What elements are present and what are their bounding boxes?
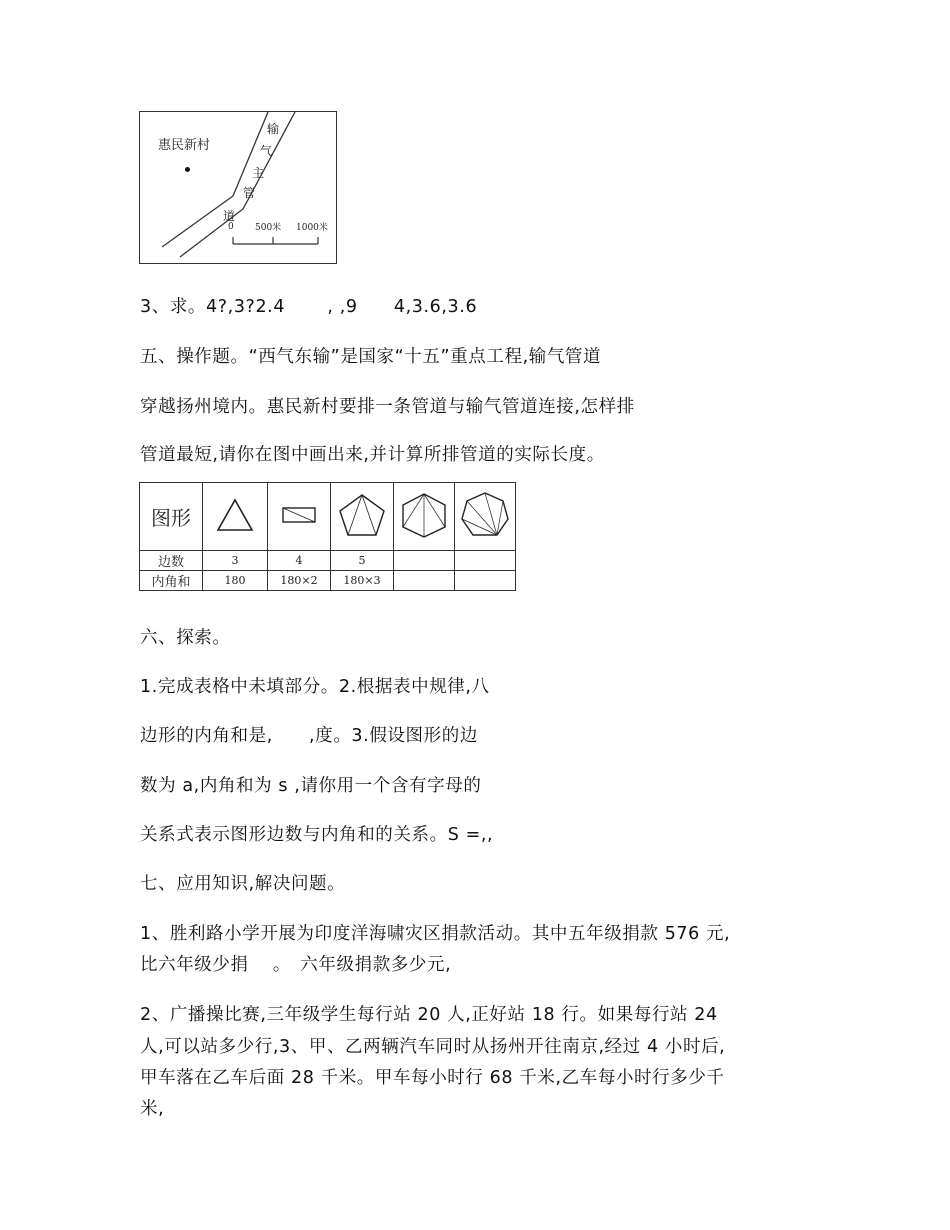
angle-sum-cell: 180 — [203, 571, 268, 591]
text-line: 1.完成表格中未填部分。2.根据表中规律,八 — [140, 677, 490, 697]
angle-sum-cell: 180×2 — [268, 571, 331, 591]
sides-cell: 5 — [331, 551, 394, 571]
triangle-cell — [203, 483, 268, 551]
sides-cell — [455, 551, 516, 571]
pentagon-cell — [331, 483, 394, 551]
text-line: 管道最短,请你在图中画出来,并计算所排管道的实际长度。 — [140, 445, 605, 465]
rectangle-cell — [268, 483, 331, 551]
row-header-angle-sum: 内角和 — [140, 571, 203, 591]
pipeline-map — [139, 111, 337, 264]
sides-cell: 4 — [268, 551, 331, 571]
text-line: 五、操作题。“西气东输”是国家“十五”重点工程,输气管道 — [140, 347, 602, 367]
scale-zero: 0 — [228, 222, 234, 232]
text-line: 米, — [140, 1099, 165, 1119]
rectangle-icon — [279, 503, 319, 527]
scale-1000: 1000米 — [296, 223, 328, 233]
text-line: 1、胜利路小学开展为印度洋海啸灾区捐款活动。其中五年级捐款 576 元, — [140, 924, 731, 944]
pipe-label-char: 道 — [223, 209, 236, 223]
text-line: 边形的内角和是, ,度。3.假设图形的边 — [140, 726, 478, 746]
angle-sum-cell: 180×3 — [331, 571, 394, 591]
hexagon-icon — [399, 491, 449, 539]
angle-sum-cell — [455, 571, 516, 591]
polygon-table — [139, 482, 516, 591]
text-line: 甲车落在乙车后面 28 千米。甲车每小时行 68 千米,乙车每小时行多少千 — [140, 1068, 725, 1088]
pipe-label-char: 管 — [243, 186, 256, 200]
scale-500: 500米 — [255, 223, 282, 233]
text-line: 人,可以站多少行,3、甲、乙两辆汽车同时从扬州开往南京,经过 4 小时后, — [140, 1037, 726, 1057]
sides-cell — [394, 551, 455, 571]
text-line: 2、广播操比赛,三年级学生每行站 20 人,正好站 18 行。如果每行站 24 — [140, 1005, 718, 1025]
text-line: 3、求。4?,3?2.4 , ,9 4,3.6,3.6 — [140, 297, 478, 317]
angle-sum-cell — [394, 571, 455, 591]
pipeline-lines — [140, 112, 336, 263]
pipe-label-char: 主 — [252, 166, 265, 180]
row-header-shape: 图形 — [140, 483, 203, 551]
sides-cell: 3 — [203, 551, 268, 571]
pipe-label-char: 输 — [267, 122, 280, 136]
text-line: 数为 a,内角和为 s ,请你用一个含有字母的 — [140, 776, 482, 796]
heptagon-cell — [455, 483, 516, 551]
pentagon-icon — [336, 491, 388, 539]
triangle-icon — [215, 497, 255, 533]
section-heading: 七、应用知识,解决问题。 — [140, 874, 346, 894]
hexagon-cell — [394, 483, 455, 551]
heptagon-icon — [460, 490, 510, 540]
section-heading: 六、探索。 — [140, 628, 231, 648]
row-header-sides: 边数 — [140, 551, 203, 571]
village-label: 惠民新村 — [158, 138, 211, 153]
text-line: 比六年级少捐 。 六年级捐款多少元, — [140, 955, 452, 975]
text-line: 穿越扬州境内。惠民新村要排一条管道与输气管道连接,怎样排 — [140, 397, 635, 417]
text-line: 关系式表示图形边数与内角和的关系。S =,, — [140, 825, 494, 845]
pipe-label-char: 气 — [260, 144, 273, 158]
